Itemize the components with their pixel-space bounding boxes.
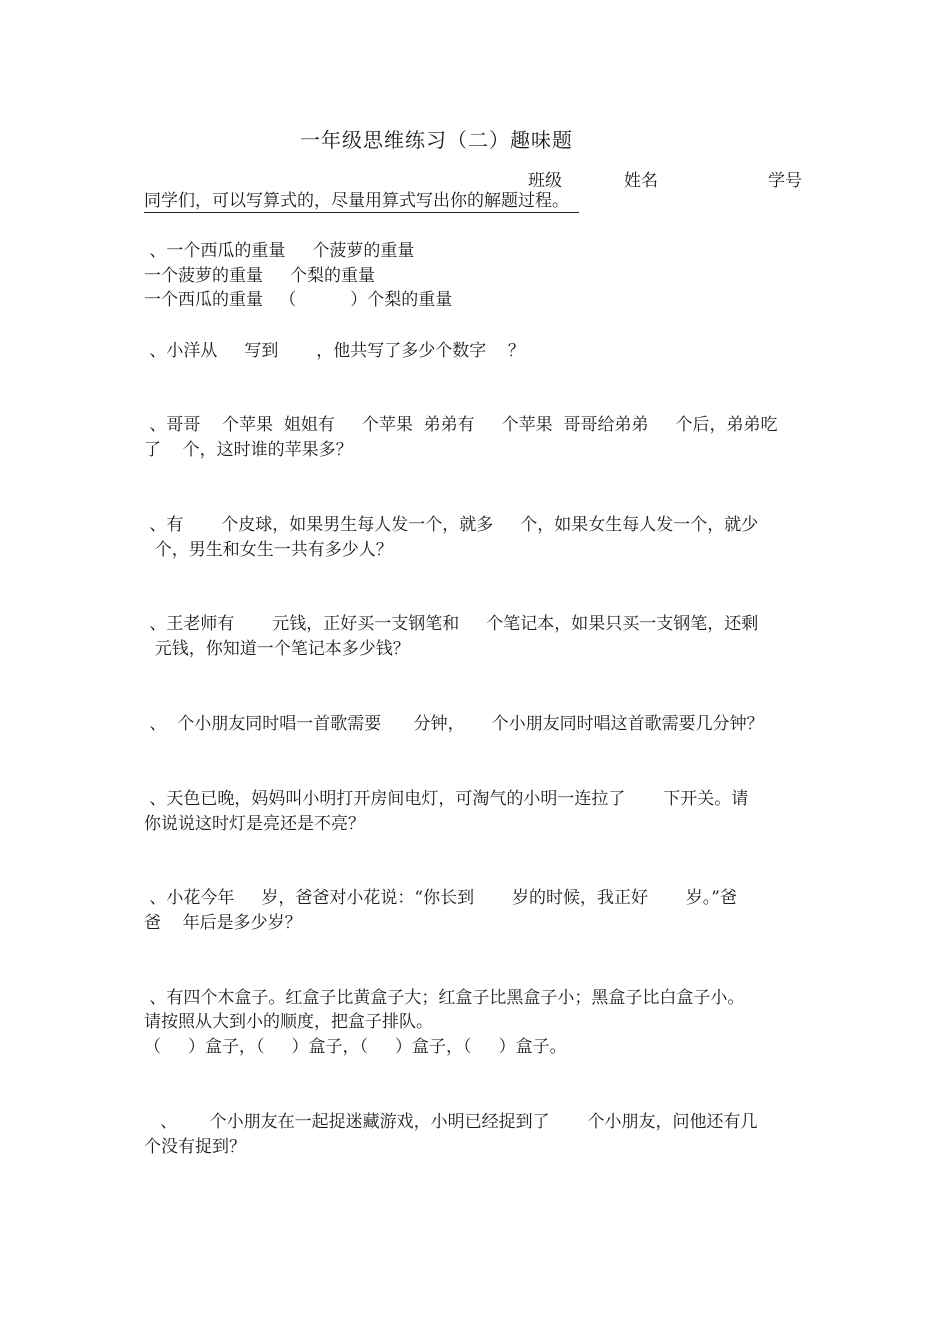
question-1-line-2: 一个菠萝的重量 个梨的重量 <box>144 266 376 286</box>
question-7-line-2: 你说说这时灯是亮还是不亮？ <box>144 814 365 834</box>
class-label: 班级 <box>528 171 562 191</box>
question-8-line-1: 、小花今年 岁，爸爸对小花说：“你长到 岁的时候，我正好 岁。”爸 <box>144 888 737 908</box>
question-9-line-2: 请按照从大到小的顺度，把盒子排队。 <box>144 1012 433 1032</box>
question-8-line-2: 爸 年后是多少岁？ <box>144 913 302 933</box>
question-10-line-1: 、 个小朋友在一起捉迷藏游戏，小明已经捉到了 个小朋友，问他还有几 <box>144 1112 758 1132</box>
instructions: 同学们，可以写算式的，尽量用算式写出你的解题过程。 <box>144 190 579 213</box>
question-9-line-3: （ ）盒子，（ ）盒子，（ ）盒子，（ ）盒子。 <box>144 1037 567 1057</box>
question-4-line-1: 、有 个皮球，如果男生每人发一个，就多 个，如果女生每人发一个，就少 <box>144 515 759 535</box>
name-label: 姓名 <box>624 171 658 191</box>
question-9-line-1: 、有四个木盒子。红盒子比黄盒子大；红盒子比黑盒子小；黑盒子比白盒子小。 <box>144 988 745 1008</box>
question-5-line-2: 元钱，你知道一个笔记本多少钱？ <box>144 639 410 659</box>
question-3-line-1: 、哥哥 个苹果 姐姐有 个苹果 弟弟有 个苹果 哥哥给弟弟 个后，弟弟吃 <box>144 415 778 435</box>
question-5-line-1: 、王老师有 元钱，正好买一支钢笔和 个笔记本，如果只买一支钢笔，还剩 <box>144 614 759 634</box>
question-2-line-1: 、小洋从 写到 ，他共写了多少个数字 ？ <box>144 341 525 361</box>
question-10-line-2: 个没有捉到？ <box>144 1137 246 1157</box>
question-4-line-2: 个，男生和女生一共有多少人？ <box>144 540 393 560</box>
student-number-label: 学号 <box>768 171 802 191</box>
question-6-line-1: 、 个小朋友同时唱一首歌需要 分钟， 个小朋友同时唱这首歌需要几分钟？ <box>144 714 764 734</box>
question-1-line-1: 、一个西瓜的重量 个菠萝的重量 <box>144 241 415 261</box>
question-7-line-1: 、天色已晚，妈妈叫小明打开房间电灯，可淘气的小明一连拉了 下开关。请 <box>144 789 749 809</box>
question-1-line-3: 一个西瓜的重量 （ ）个梨的重量 <box>144 290 453 310</box>
page-title: 一年级思维练习（二）趣味题 <box>300 128 573 152</box>
question-3-line-2: 了 个，这时谁的苹果多？ <box>144 440 353 460</box>
